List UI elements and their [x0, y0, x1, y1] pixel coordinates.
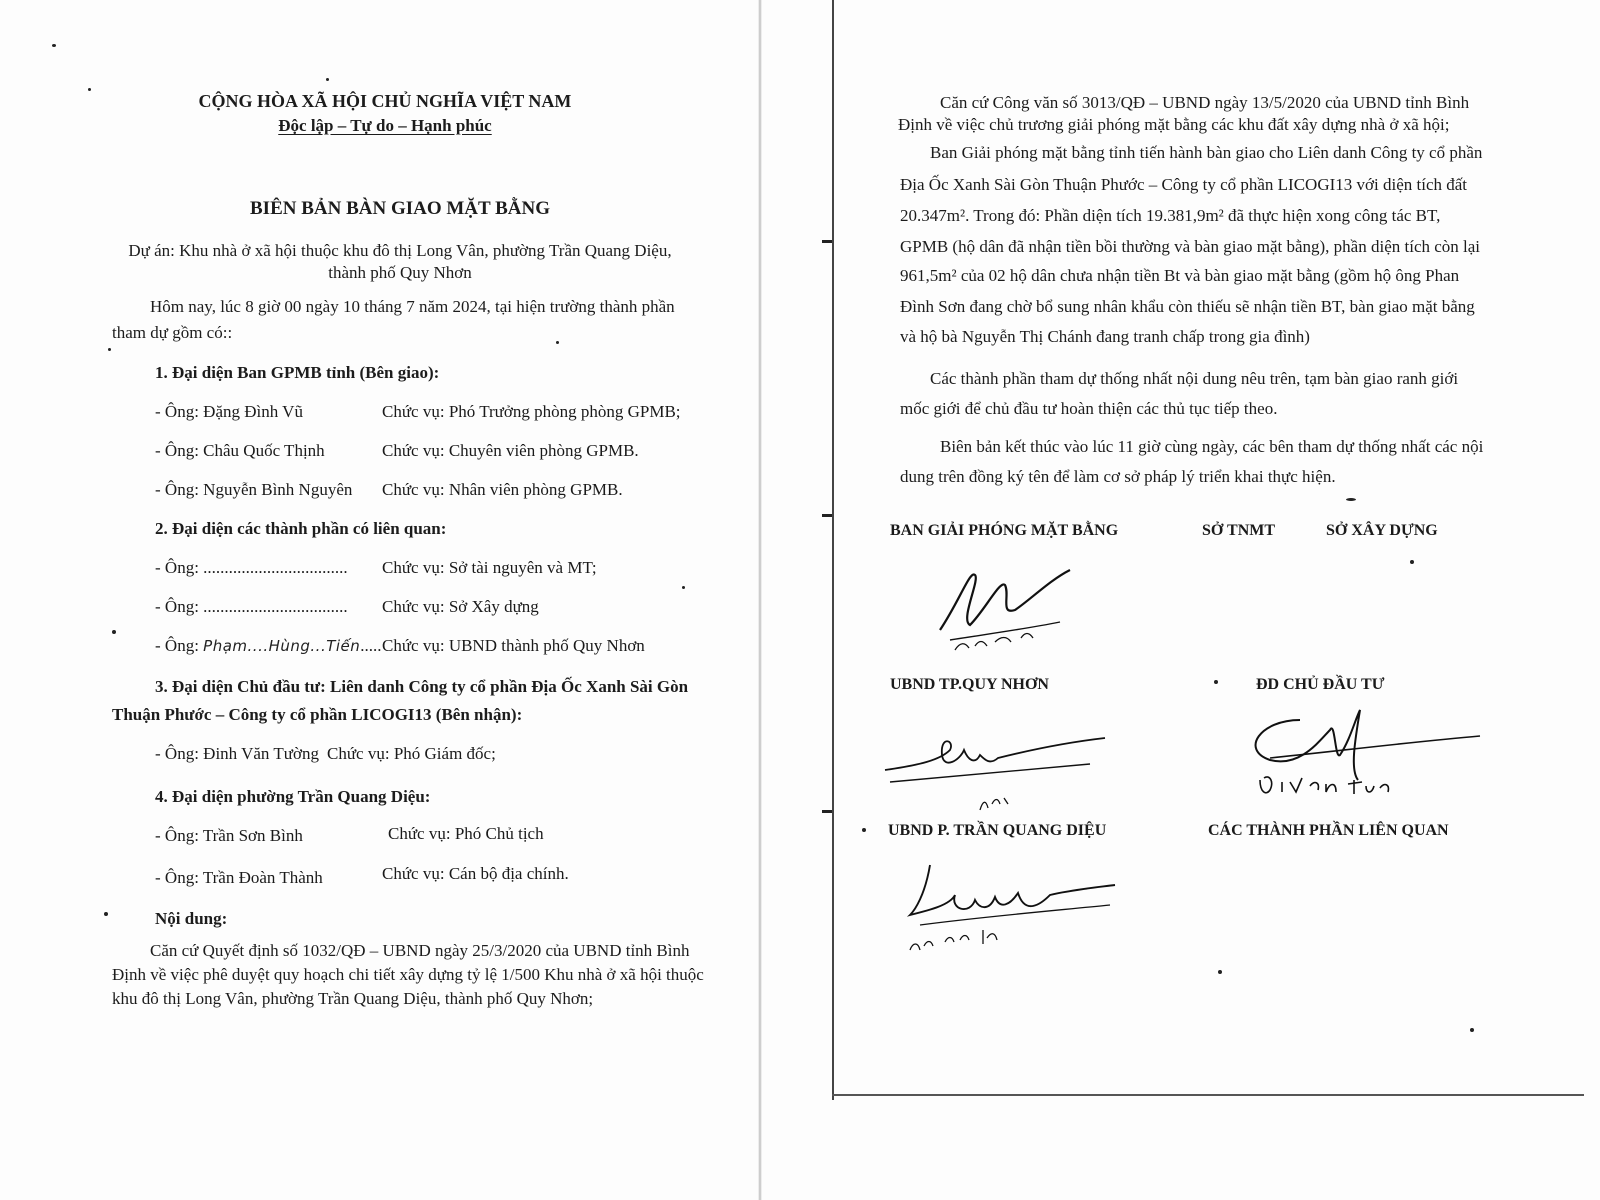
scan-speck	[822, 810, 832, 813]
sig-label-ubnd-phuong: UBND P. TRẦN QUANG DIỆU	[888, 822, 1107, 839]
content-line-1: Căn cứ Quyết định số 1032/QĐ – UBND ngày 25/3/2020 của UBND tỉnh Bình	[150, 941, 690, 960]
paragraph-2-line-5: 961,5m² của 02 hộ dân chưa nhận tiền Bt và bàn giao mặt bằng (gồm hộ ông Phan	[900, 266, 1460, 285]
national-header: CỘNG HÒA XÃ HỘI CHỦ NGHĨA VIỆT NAM	[198, 91, 572, 111]
scan-speck	[326, 78, 329, 81]
paragraph-1-line-2: Định về việc chủ trương giải phóng mặt bằng các khu đất xây dựng nhà ở xã hội;	[898, 115, 1450, 134]
list-item-name: - Ông: Phạm....Hùng...Tiến.....	[155, 636, 382, 655]
list-item-name: - Ông: ..................................	[155, 597, 348, 616]
scan-speck	[104, 912, 108, 916]
sig-label-ban-gpmb: BAN GIẢI PHÓNG MẶT BẰNG	[890, 522, 1119, 539]
paragraph-1-line-1: Căn cứ Công văn số 3013/QĐ – UBND ngày 13/5/2020 của UBND tỉnh Bình	[940, 93, 1470, 112]
scan-speck	[112, 630, 116, 634]
right-page	[770, 0, 1600, 1200]
scan-speck	[556, 341, 559, 344]
section-3-heading-line-1: 3. Đại diện Chủ đầu tư: Liên danh Công ty cổ phần Địa Ốc Xanh Sài Gòn	[155, 677, 689, 696]
paragraph-2-line-6: Đình Sơn đang chờ bổ sung nhân khẩu còn thiếu sẽ nhận tiền BT, bàn giao mặt bằng	[900, 297, 1475, 316]
scan-speck	[1218, 970, 1222, 974]
intro-line-1: Hôm nay, lúc 8 giờ 00 ngày 10 tháng 7 năm 2024, tại hiện trường thành phần	[150, 297, 675, 316]
list-item-role: Chức vụ: Phó Chủ tịch	[388, 824, 544, 843]
list-item-name: - Ông: Đặng Đình Vũ	[155, 402, 303, 421]
list-item-role: Chức vụ: Sở tài nguyên và MT;	[382, 558, 597, 577]
content-heading: Nội dung:	[155, 909, 228, 928]
paragraph-2-line-1: Ban Giải phóng mặt bằng tỉnh tiến hành bàn giao cho Liên danh Công ty cổ phần	[930, 143, 1483, 162]
scan-speck	[1214, 680, 1218, 684]
list-item-name: - Ông: Đinh Văn Tường	[155, 744, 319, 763]
page-fold	[758, 0, 762, 1200]
handwritten-name: Phạm....Hùng...Tiến	[203, 637, 361, 655]
sig-label-dd-chu-dau-tu: ĐD CHỦ ĐẦU TƯ	[1256, 676, 1385, 693]
list-item-role: Chức vụ: Phó Trưởng phòng phòng GPMB;	[382, 402, 681, 421]
list-item-role: Chức vụ: Sở Xây dựng	[382, 597, 539, 616]
page-border	[832, 0, 834, 1100]
scan-speck	[822, 514, 832, 517]
section-4-heading: 4. Đại diện phường Trần Quang Diệu:	[155, 787, 431, 806]
content-line-3: khu đô thị Long Vân, phường Trần Quang Diệu, thành phố Quy Nhơn;	[112, 989, 594, 1008]
signature-ubnd-phuong	[900, 855, 1120, 965]
scan-speck	[1410, 560, 1414, 564]
signature-dinh-van-tuong	[1240, 700, 1490, 815]
list-item-role: Chức vụ: Cán bộ địa chính.	[382, 864, 569, 883]
scan-speck	[822, 240, 832, 243]
paragraph-4-line-1: Biên bản kết thúc vào lúc 11 giờ cùng ngày, các bên tham dự thống nhất các nội	[940, 437, 1484, 456]
scan-speck	[108, 348, 111, 351]
paragraph-2-line-7: và hộ bà Nguyễn Thị Chánh đang tranh chấp trong gia đình)	[900, 327, 1310, 346]
paragraph-3-line-2: mốc giới để chủ đầu tư hoàn thiện các thủ tục tiếp theo.	[900, 399, 1278, 418]
project-line-2: thành phố Quy Nhơn	[328, 263, 472, 282]
scan-speck	[1346, 498, 1356, 501]
document-title: BIÊN BẢN BÀN GIAO MẶT BẰNG	[250, 198, 550, 219]
sig-label-ubnd-tp: UBND TP.QUY NHƠN	[890, 676, 1049, 693]
signature-dang-dinh-vu	[930, 540, 1090, 660]
paragraph-2-line-4: GPMB (hộ dân đã nhận tiền bồi thường và bàn giao mặt bằng), phần diện tích còn lại	[900, 237, 1481, 256]
section-2-heading: 2. Đại diện các thành phần có liên quan:	[155, 519, 447, 538]
project-line-1: Dự án: Khu nhà ở xã hội thuộc khu đô thị Long Vân, phường Trần Quang Diệu,	[128, 241, 672, 260]
national-motto: Độc lập – Tự do – Hạnh phúc	[278, 116, 492, 135]
list-item-name: - Ông: ..................................	[155, 558, 348, 577]
sig-label-so-tnmt: SỞ TNMT	[1202, 522, 1276, 539]
page-border	[832, 1094, 1584, 1096]
intro-line-2: tham dự gồm có::	[112, 323, 233, 342]
scan-speck	[88, 88, 91, 91]
list-item-name: - Ông: Trần Sơn Bình	[155, 826, 303, 845]
paragraph-2-line-3: 20.347m². Trong đó: Phần diện tích 19.381,9m² đã thực hiện xong công tác BT,	[900, 206, 1441, 225]
sig-label-so-xay-dung: SỞ XÂY DỰNG	[1326, 522, 1438, 539]
paragraph-2-line-2: Địa Ốc Xanh Sài Gòn Thuận Phước – Công ty cổ phần LICOGI13 với diện tích đất	[900, 175, 1468, 194]
sig-label-cac-thanh-phan: CÁC THÀNH PHẦN LIÊN QUAN	[1208, 822, 1449, 839]
left-page	[0, 0, 770, 1200]
list-item-role: Chức vụ: Nhân viên phòng GPMB.	[382, 480, 623, 499]
list-item-role: Chức vụ: UBND thành phố Quy Nhơn	[382, 636, 645, 655]
list-item-name: - Ông: Nguyễn Bình Nguyên	[155, 480, 353, 499]
signature-ubnd-tp	[880, 720, 1110, 820]
content-line-2: Định về việc phê duyệt quy hoạch chi tiết xây dựng tỷ lệ 1/500 Khu nhà ở xã hội thuộc	[112, 965, 704, 984]
section-1-heading: 1. Đại diện Ban GPMB tỉnh (Bên giao):	[155, 363, 440, 382]
list-item-role: Chức vụ: Phó Giám đốc;	[327, 744, 496, 763]
paragraph-3-line-1: Các thành phần tham dự thống nhất nội dung nêu trên, tạm bàn giao ranh giới	[930, 369, 1459, 388]
scan-speck	[52, 44, 56, 47]
section-3-heading-line-2: Thuận Phước – Công ty cổ phần LICOGI13 (Bên nhận):	[112, 705, 523, 724]
paragraph-4-line-2: dung trên đồng ký tên để làm cơ sở pháp lý triển khai thực hiện.	[900, 467, 1336, 486]
list-item-name: - Ông: Trần Đoàn Thành	[155, 868, 323, 887]
scan-speck	[682, 586, 685, 589]
list-item-name: - Ông: Châu Quốc Thịnh	[155, 441, 325, 460]
list-item-role: Chức vụ: Chuyên viên phòng GPMB.	[382, 441, 639, 460]
scan-speck	[862, 828, 866, 832]
scan-speck	[1470, 1028, 1474, 1032]
